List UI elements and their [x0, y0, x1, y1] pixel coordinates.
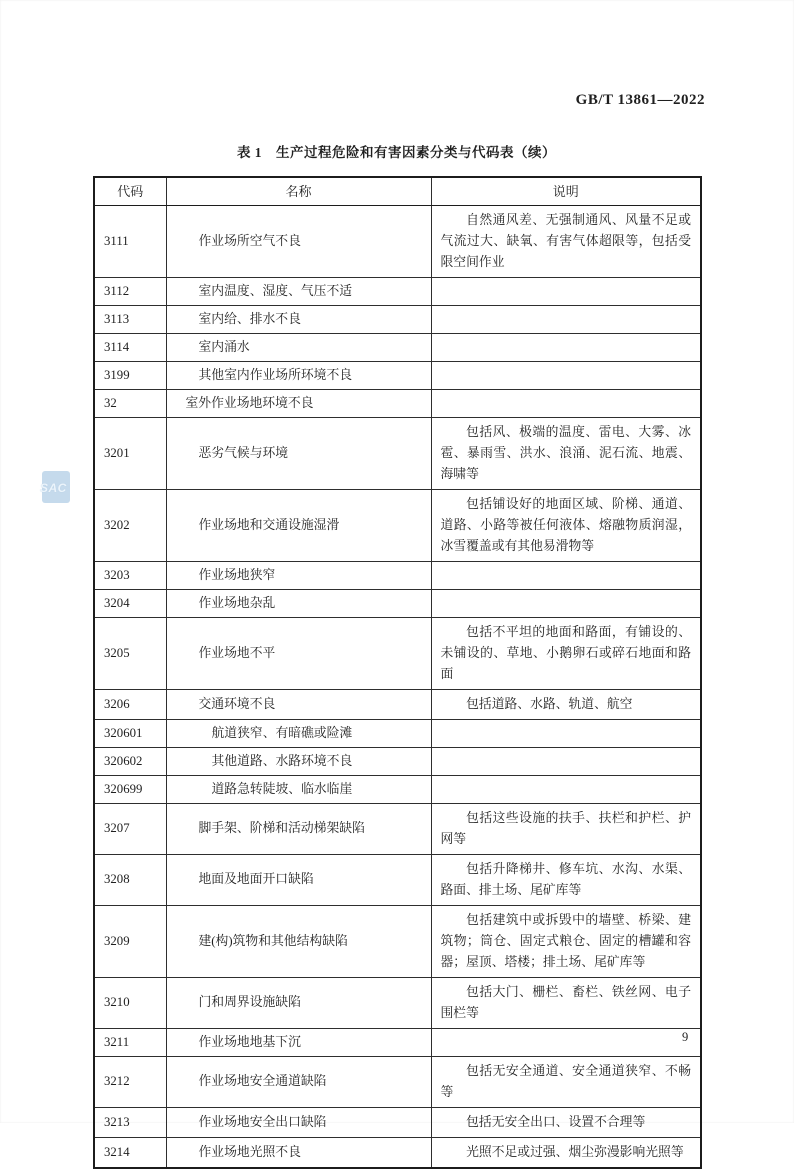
row-code: 3209	[94, 905, 166, 977]
table-row	[94, 1137, 701, 1168]
row-description	[431, 1028, 701, 1056]
row-name: 地面及地面开口缺陷	[166, 854, 431, 905]
row-code: 3112	[94, 277, 166, 305]
row-description: 包括无安全通道、安全通道狭窄、不畅等	[431, 1056, 701, 1107]
table-row	[94, 617, 701, 689]
row-description	[431, 333, 701, 361]
table-row	[94, 1107, 701, 1137]
row-description: 光照不足或过强、烟尘弥漫影响光照等	[431, 1137, 701, 1168]
row-name: 交通环境不良	[166, 689, 431, 719]
row-description: 包括建筑中或拆毁中的墙壁、桥梁、建筑物；筒仓、固定式粮仓、固定的槽罐和容器；屋顶、塔楼；排土场、尾矿库等	[431, 905, 701, 977]
row-description: 包括这些设施的扶手、扶栏和护栏、护网等	[431, 803, 701, 854]
row-description	[431, 361, 701, 389]
sac-watermark-logo	[42, 471, 70, 503]
row-description: 包括不平坦的地面和路面，有铺设的、未铺设的、草地、小鹅卵石或碎石地面和路面	[431, 617, 701, 689]
row-code: 3111	[94, 205, 166, 277]
row-description	[431, 719, 701, 747]
row-description: 包括风、极端的温度、雷电、大雾、冰雹、暴雨雪、洪水、浪涌、泥石流、地震、海啸等	[431, 417, 701, 489]
row-name: 建(构)筑物和其他结构缺陷	[166, 905, 431, 977]
column-header-description: 说明	[431, 177, 701, 205]
row-code: 3205	[94, 617, 166, 689]
row-name: 门和周界设施缺陷	[166, 977, 431, 1028]
column-header-name: 名称	[166, 177, 431, 205]
row-description	[431, 305, 701, 333]
row-code: 320601	[94, 719, 166, 747]
row-description	[431, 747, 701, 775]
row-code: 3204	[94, 589, 166, 617]
table-row	[94, 205, 701, 277]
row-code: 3202	[94, 489, 166, 561]
row-name: 室内给、排水不良	[166, 305, 431, 333]
table-row	[94, 905, 701, 977]
table-row	[94, 489, 701, 561]
row-description	[431, 589, 701, 617]
row-name: 道路急转陡坡、临水临崖	[166, 775, 431, 803]
table-row	[94, 305, 701, 333]
row-description: 包括铺设好的地面区域、阶梯、通道、道路、小路等被任何液体、熔融物质润湿，冰雪覆盖或有其他易滑物等	[431, 489, 701, 561]
row-description	[431, 561, 701, 589]
row-code: 3113	[94, 305, 166, 333]
row-name: 作业场地安全通道缺陷	[166, 1056, 431, 1107]
table-row	[94, 277, 701, 305]
table-row	[94, 333, 701, 361]
row-description: 包括升降梯井、修车坑、水沟、水渠、路面、排土场、尾矿库等	[431, 854, 701, 905]
row-description: 包括无安全出口、设置不合理等	[431, 1107, 701, 1137]
row-name: 作业场地安全出口缺陷	[166, 1107, 431, 1137]
row-name: 室内温度、湿度、气压不适	[166, 277, 431, 305]
row-code: 3213	[94, 1107, 166, 1137]
row-code: 3212	[94, 1056, 166, 1107]
table-row	[94, 1028, 701, 1056]
row-code: 3114	[94, 333, 166, 361]
row-name: 作业场地狭窄	[166, 561, 431, 589]
table-row	[94, 854, 701, 905]
row-name: 作业场地和交通设施湿滑	[166, 489, 431, 561]
row-description	[431, 389, 701, 417]
table-row	[94, 689, 701, 719]
row-code: 3203	[94, 561, 166, 589]
table-row	[94, 803, 701, 854]
table-row	[94, 589, 701, 617]
row-code: 320699	[94, 775, 166, 803]
row-name: 作业场所空气不良	[166, 205, 431, 277]
standard-number: GB/T 13861—2022	[575, 92, 705, 108]
hazard-table-body	[94, 205, 701, 1168]
row-description	[431, 775, 701, 803]
table-title: 表 1 生产过程危险和有害因素分类与代码表（续）	[236, 145, 557, 160]
table-row	[94, 361, 701, 389]
row-code: 3210	[94, 977, 166, 1028]
table-row	[94, 389, 701, 417]
table-row	[94, 747, 701, 775]
row-description: 自然通风差、无强制通风、风量不足或气流过大、缺氧、有害气体超限等，包括受限空间作业	[431, 205, 701, 277]
row-description: 包括道路、水路、轨道、航空	[431, 689, 701, 719]
table-header-row	[94, 177, 701, 205]
row-code: 3207	[94, 803, 166, 854]
row-name: 作业场地光照不良	[166, 1137, 431, 1168]
table-row	[94, 977, 701, 1028]
row-name: 作业场地地基下沉	[166, 1028, 431, 1056]
row-code: 32	[94, 389, 166, 417]
row-name: 恶劣气候与环境	[166, 417, 431, 489]
table-row	[94, 1056, 701, 1107]
row-code: 3199	[94, 361, 166, 389]
row-code: 3211	[94, 1028, 166, 1056]
row-code: 3208	[94, 854, 166, 905]
table-row	[94, 561, 701, 589]
row-name: 其他室内作业场所环境不良	[166, 361, 431, 389]
table-row	[94, 775, 701, 803]
table-row	[94, 719, 701, 747]
row-name: 室外作业场地环境不良	[166, 389, 431, 417]
row-name: 脚手架、阶梯和活动梯架缺陷	[166, 803, 431, 854]
row-description: 包括大门、栅栏、畜栏、铁丝网、电子围栏等	[431, 977, 701, 1028]
table-row	[94, 417, 701, 489]
row-name: 室内涌水	[166, 333, 431, 361]
sac-watermark-text: SAC	[40, 481, 67, 495]
row-name: 其他道路、水路环境不良	[166, 747, 431, 775]
row-description	[431, 277, 701, 305]
hazard-classification-table	[93, 176, 702, 1169]
row-name: 作业场地杂乱	[166, 589, 431, 617]
column-header-code: 代码	[94, 177, 166, 205]
row-code: 3206	[94, 689, 166, 719]
row-code: 3201	[94, 417, 166, 489]
row-name: 作业场地不平	[166, 617, 431, 689]
row-code: 320602	[94, 747, 166, 775]
row-code: 3214	[94, 1137, 166, 1168]
row-name: 航道狭窄、有暗礁或险滩	[166, 719, 431, 747]
page-number: 9	[682, 1030, 689, 1044]
